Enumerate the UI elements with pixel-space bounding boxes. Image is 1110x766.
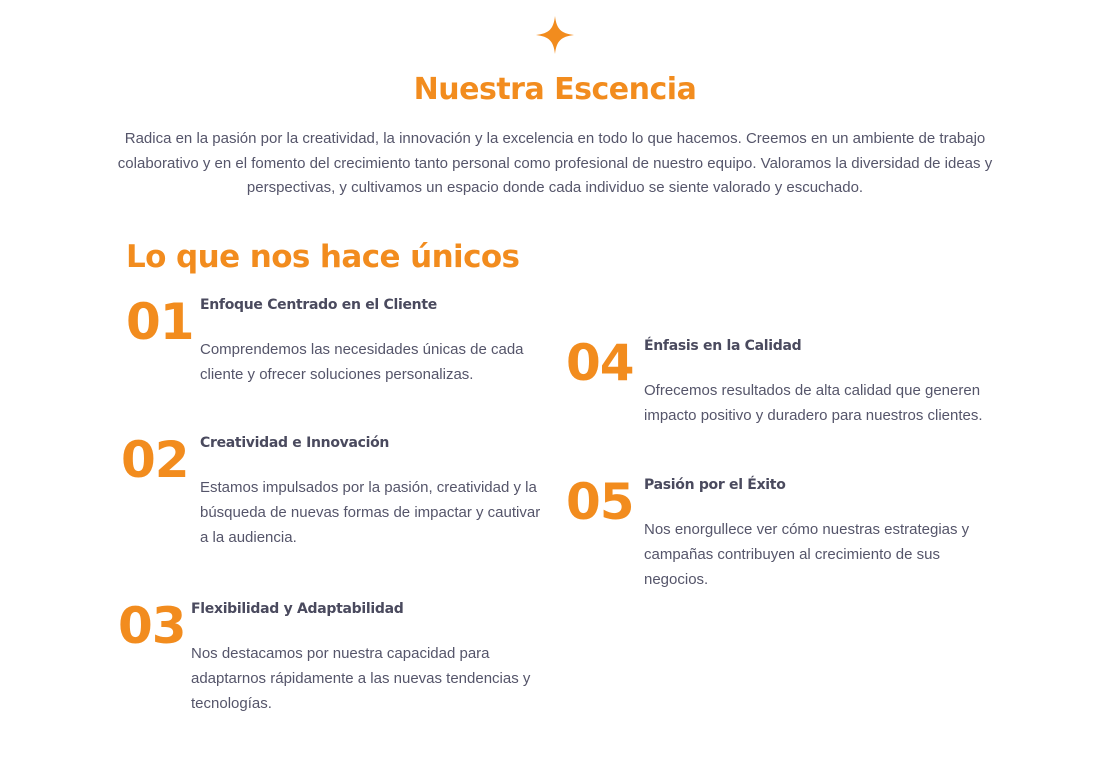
feature-number: 01 — [126, 293, 194, 351]
feature-number: 04 — [566, 334, 634, 392]
feature-title: Flexibilidad y Adaptabilidad — [191, 601, 404, 617]
feature-description: Comprendemos las necesidades únicas de cada cliente y ofrecer soluciones personalizas. — [200, 341, 524, 383]
feature-number: 05 — [566, 473, 634, 531]
feature-description: Nos destacamos por nuestra capacidad para adaptarnos rápidamente a las nuevas tendencias y tecnologías. — [191, 645, 531, 712]
feature-title: Énfasis en la Calidad — [644, 338, 802, 354]
feature-description: Estamos impulsados por la pasión, creatividad y la búsqueda de nuevas formas de impactar y cautivar a la audiencia. — [200, 479, 541, 546]
section-heading: Lo que nos hace únicos — [126, 239, 520, 275]
feature-title: Enfoque Centrado en el Cliente — [200, 297, 437, 313]
feature-number: 03 — [118, 597, 186, 655]
feature-title: Pasión por el Éxito — [644, 477, 786, 493]
feature-title: Creatividad e Innovación — [200, 435, 390, 451]
feature-number: 02 — [121, 431, 189, 489]
feature-description: Nos enorgullece ver cómo nuestras estrategias y campañas contribuyen al crecimiento de sus negocios. — [644, 521, 970, 588]
page-title: Nuestra Escencia — [413, 72, 697, 107]
feature-description: Ofrecemos resultados de alta calidad que generen impacto positivo y duradero para nuestros clientes. — [644, 382, 983, 424]
intro-paragraph: Radica en la pasión por la creatividad, la innovación y la excelencia en todo lo que hacemos. Creemos en un ambiente de trabajo colaborativo y en el fomento del crecimiento tanto personal como profesional de nuestro equipo. Valoramos la diversidad de ideas y perspectivas, y cultivamos un espacio donde cada individuo se siente valorado y escuchado. — [117, 130, 993, 196]
sparkle-icon — [535, 15, 575, 55]
